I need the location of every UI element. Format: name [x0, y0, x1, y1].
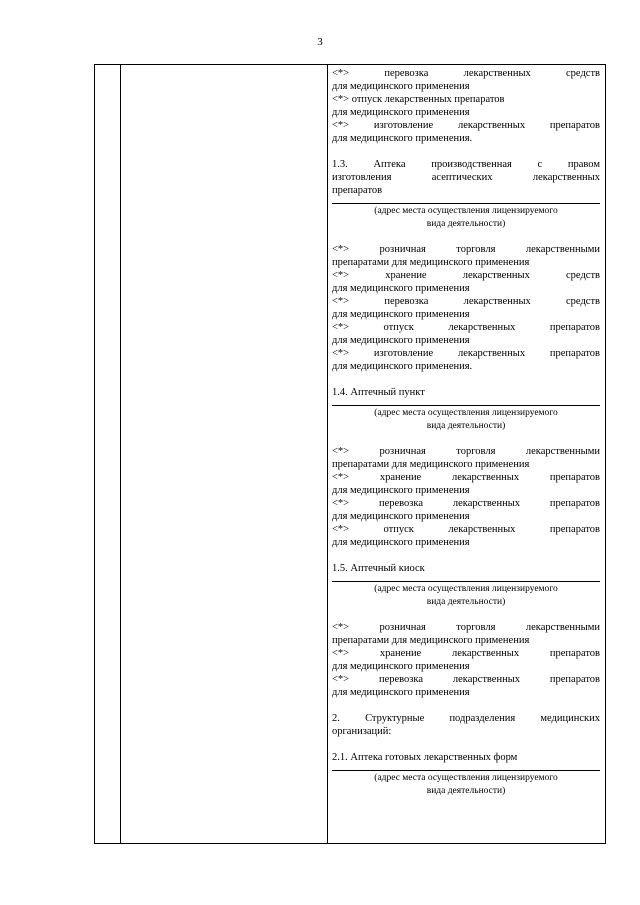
address-caption: (адрес места осуществления лицензируемого — [374, 584, 558, 594]
text-line: для медицинского применения — [332, 661, 470, 672]
text-line: <*> розничная торговля лекарственными — [332, 244, 600, 255]
text-line: <*> отпуск лекарственных препаратов — [332, 94, 505, 105]
text-line: препаратами для медицинского применения — [332, 459, 530, 470]
text-line: <*> розничная торговля лекарственными — [332, 446, 600, 457]
text-line: для медицинского применения. — [332, 133, 473, 144]
section-heading: препаратов — [332, 185, 383, 196]
text-line: <*> розничная торговля лекарственными — [332, 622, 600, 633]
activity-cell — [332, 67, 600, 797]
text-line: препаратами для медицинского применения — [332, 635, 530, 646]
text-line: <*> хранение лекарственных препаратов — [332, 648, 600, 659]
address-caption: вида деятельности) — [426, 786, 506, 796]
address-caption: (адрес места осуществления лицензируемого — [374, 408, 558, 418]
license-table — [94, 64, 606, 844]
text-line: для медицинского применения — [332, 687, 470, 698]
section-heading: организаций: — [332, 726, 392, 737]
text-line: препаратами для медицинского применения — [332, 257, 530, 268]
section-heading: 1.5. Аптечный киоск — [332, 563, 425, 574]
text-line: <*> хранение лекарственных препаратов — [332, 472, 600, 483]
section-heading: изготовления асептических лекарственных — [332, 172, 600, 183]
text-line: <*> отпуск лекарственных препаратов — [332, 524, 600, 535]
section-heading: 2. Структурные подразделения медицинских — [332, 713, 600, 724]
section-heading: 2.1. Аптека готовых лекарственных форм — [332, 752, 518, 763]
text-line: для медицинского применения. — [332, 361, 473, 372]
text-line: <*> отпуск лекарственных препаратов — [332, 322, 600, 333]
column-divider — [327, 65, 328, 843]
text-line: <*> перевозка лекарственных средств — [332, 296, 600, 307]
address-caption: вида деятельности) — [426, 219, 506, 229]
address-caption: вида деятельности) — [426, 421, 506, 431]
text-line: для медицинского применения — [332, 309, 470, 320]
text-line: для медицинского применения — [332, 107, 470, 118]
section-heading: 1.3. Аптека производственная с правом — [332, 159, 600, 170]
address-caption: вида деятельности) — [426, 597, 506, 607]
text-line: <*> перевозка лекарственных препаратов — [332, 498, 600, 509]
text-line: для медицинского применения — [332, 81, 470, 92]
text-line: <*> изготовление лекарственных препаратов — [332, 348, 600, 359]
section-heading: 1.4. Аптечный пункт — [332, 387, 425, 398]
text-line: <*> хранение лекарственных средств — [332, 270, 600, 281]
text-line: <*> перевозка лекарственных средств — [332, 68, 600, 79]
text-line: <*> перевозка лекарственных препаратов — [332, 674, 600, 685]
address-caption: (адрес места осуществления лицензируемого — [374, 773, 558, 783]
column-divider — [120, 65, 121, 843]
text-line: для медицинского применения — [332, 335, 470, 346]
address-caption: (адрес места осуществления лицензируемого — [374, 206, 558, 216]
page-number: 3 — [317, 36, 323, 48]
text-line: для медицинского применения — [332, 485, 470, 496]
text-line: для медицинского применения — [332, 283, 470, 294]
text-line: для медицинского применения — [332, 511, 470, 522]
text-line: <*> изготовление лекарственных препаратов — [332, 120, 600, 131]
text-line: для медицинского применения — [332, 537, 470, 548]
